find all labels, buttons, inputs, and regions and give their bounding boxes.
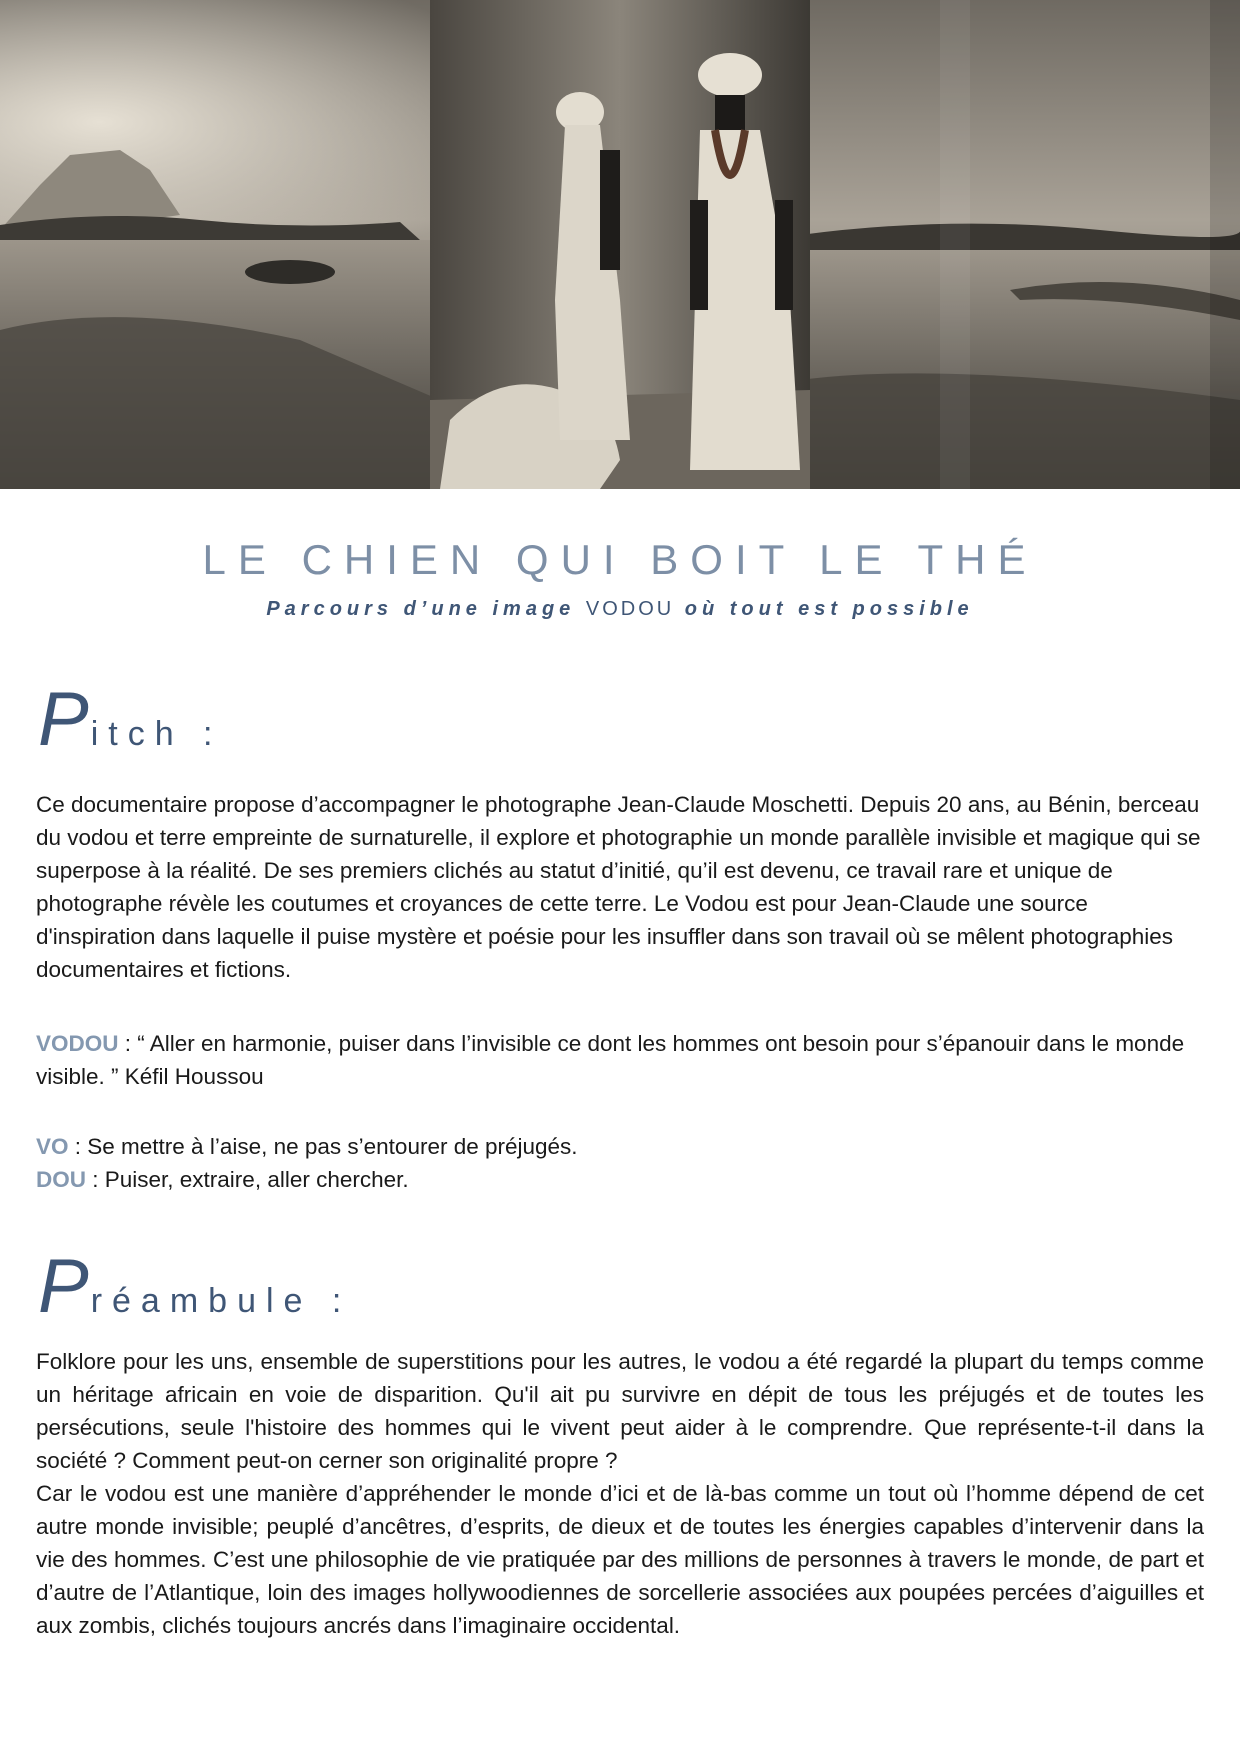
preambule-paragraph — [36, 1345, 1204, 1642]
hero-photograph — [0, 0, 1240, 489]
vo-label: VO — [36, 1134, 69, 1159]
vo-dou-definitions — [36, 1130, 1204, 1196]
document-title: LE CHIEN QUI BOIT LE THÉ — [202, 536, 1038, 583]
vo-text: : Se mettre à l’aise, ne pas s’entourer de préjugés. — [68, 1134, 578, 1159]
pitch-heading-initial: P — [38, 677, 89, 762]
preambule-heading-rest: réambule : — [90, 1282, 352, 1320]
subtitle-part-1: Parcours d’une image — [266, 598, 576, 620]
preambule-paragraph-2: Car le vodou est une manière d’appréhender le monde d’ici et de là-bas comme un tout où l’homme dépend de cet autre monde invisible; peuplé d’ancêtres, d’esprits, de dieux et de toutes les énergies capables d’intervenir dans la vie des hommes. C’est une philosophie de vie pratiquée par des millions de personnes à travers le monde, de part et d’autre de l’Atlantique, loin des images hollywoodiennes de sorcellerie associées aux poupées percées d’aiguilles et aux zombis, clichés toujours ancrés dans l’imaginaire occidental. — [36, 1481, 1204, 1638]
vodou-photograph-icon — [0, 0, 1240, 489]
vodou-definition — [36, 1027, 1204, 1093]
document-subtitle — [0, 598, 1240, 621]
subtitle-part-2: où tout est possible — [684, 598, 974, 620]
pitch-paragraph-text: Ce documentaire propose d’accompagner le photographe Jean-Claude Moschetti. Depuis 20 ans, au Bénin, berceau du vodou et terre empreinte de surnaturelle, il explore et photographie un monde parallèle invisible et magique qui se superpose à la réalité. De ses premiers clichés au statut d’initié, qu’il est devenu, ce travail rare et unique de photographe révèle les coutumes et croyances de cette terre. Le Vodou est pour Jean-Claude une source d'inspiration dans laquelle il puise mystère et poésie pour les insuffler dans son travail où se mêlent photographies documentaires et fictions. — [36, 792, 1201, 982]
dou-text: : Puiser, extraire, aller chercher. — [86, 1167, 409, 1192]
subtitle-vodou: VODOU — [585, 598, 675, 620]
preambule-paragraph-1: Folklore pour les uns, ensemble de superstitions pour les autres, le vodou a été regardé la plupart du temps comme un héritage africain en voie de disparition. Qu'il ait pu survivre en dépit de tous les préjugés et de toutes les persécutions, seule l'histoire des hommes qui le vivent peut aider à le comprendre. Que représente-t-il dans la société ? Comment peut-on cerner son originalité propre ? — [36, 1349, 1204, 1473]
pitch-heading-rest: itch : — [90, 715, 223, 753]
preambule-heading — [38, 1243, 351, 1330]
vodou-label: VODOU — [36, 1031, 119, 1056]
dou-label: DOU — [36, 1167, 86, 1192]
preambule-heading-initial: P — [38, 1244, 89, 1329]
pitch-heading — [38, 676, 223, 763]
vodou-quote: : “ Aller en harmonie, puiser dans l’invisible ce dont les hommes ont besoin pour s’épanouir dans le monde visible. ” Kéfil Houssou — [36, 1031, 1185, 1089]
pitch-paragraph — [36, 788, 1204, 986]
